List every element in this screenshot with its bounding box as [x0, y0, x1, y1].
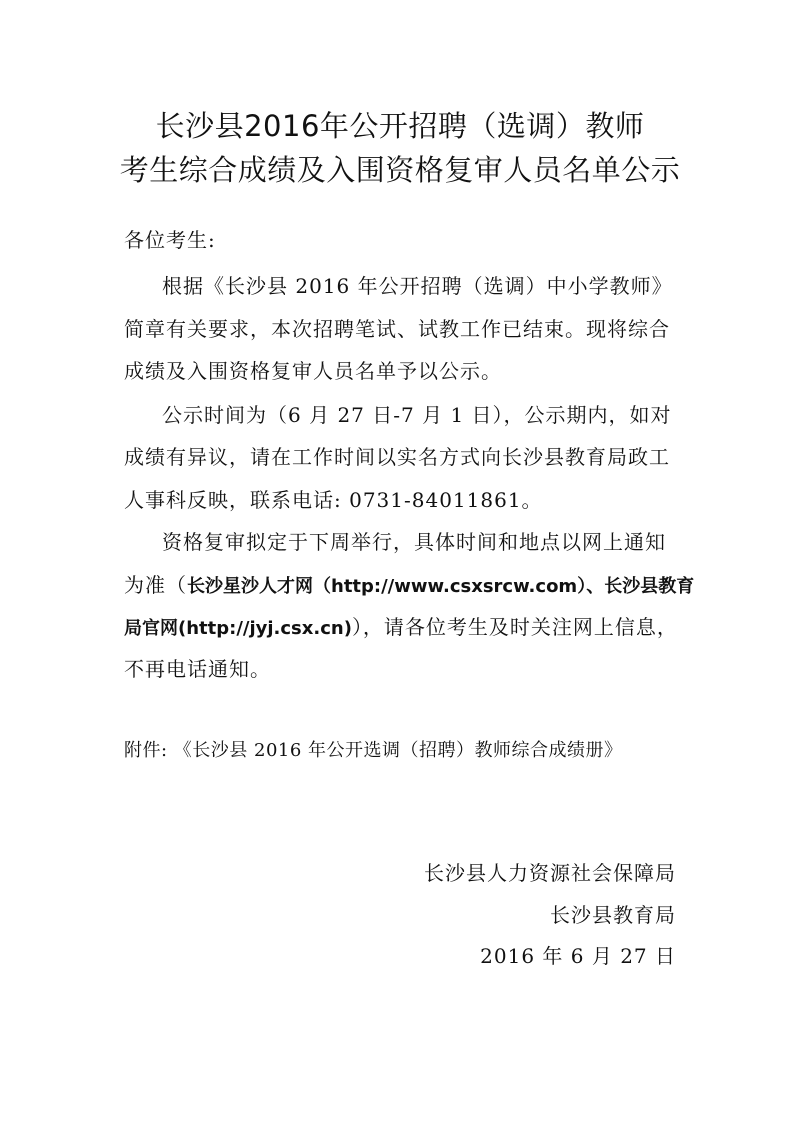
paragraph-3-suffix: ），请各位考生及时关注网上信息， [351, 615, 678, 639]
paragraph-3-line-4: 不再电话通知。 [124, 657, 271, 681]
document-title-line-2: 考生综合成绩及入围资格复审人员名单公示 [119, 153, 681, 187]
document-title-line-1: 长沙县2016年公开招聘（选调）教师 [155, 109, 645, 143]
paragraph-1-line-3: 成绩及入围资格复审人员名单予以公示。 [124, 359, 502, 383]
paragraph-3-line-3 [124, 613, 684, 643]
paragraph-3-line-1: 资格复审拟定于下周举行，具体时间和地点以网上通知 [162, 530, 666, 554]
attachment-note: 附件: 《长沙县 2016 年公开选调（招聘）教师综合成绩册》 [124, 740, 623, 761]
website-link-jyj[interactable]: 局官网(http://jyj.csx.cn) [124, 618, 352, 639]
salutation: 各位考生: [124, 228, 216, 252]
signature-org-2: 长沙县教育局 [550, 903, 676, 927]
website-link-csxsrcw[interactable]: 长沙星沙人才网（http://www.csxsrcw.com）、长沙县教育 [187, 576, 695, 597]
paragraph-1-line-1: 根据《长沙县 2016 年公开招聘（选调）中小学教师》 [162, 274, 673, 298]
paragraph-2-line-3: 人事科反映，联系电话: 0731-84011861。 [124, 488, 543, 512]
signature-date: 2016 年 6 月 27 日 [480, 944, 676, 968]
paragraph-1-line-2: 简章有关要求，本次招聘笔试、试教工作已结束。现将综合 [124, 317, 670, 341]
paragraph-2-line-1: 公示时间为（6 月 27 日-7 月 1 日），公示期内，如对 [162, 403, 672, 427]
paragraph-2-line-2: 成绩有异议，请在工作时间以实名方式向长沙县教育局政工 [124, 445, 670, 469]
paragraph-3-prefix: 为准（ [124, 573, 187, 597]
signature-org-1: 长沙县人力资源社会保障局 [424, 861, 676, 885]
paragraph-3-line-2 [124, 571, 695, 601]
